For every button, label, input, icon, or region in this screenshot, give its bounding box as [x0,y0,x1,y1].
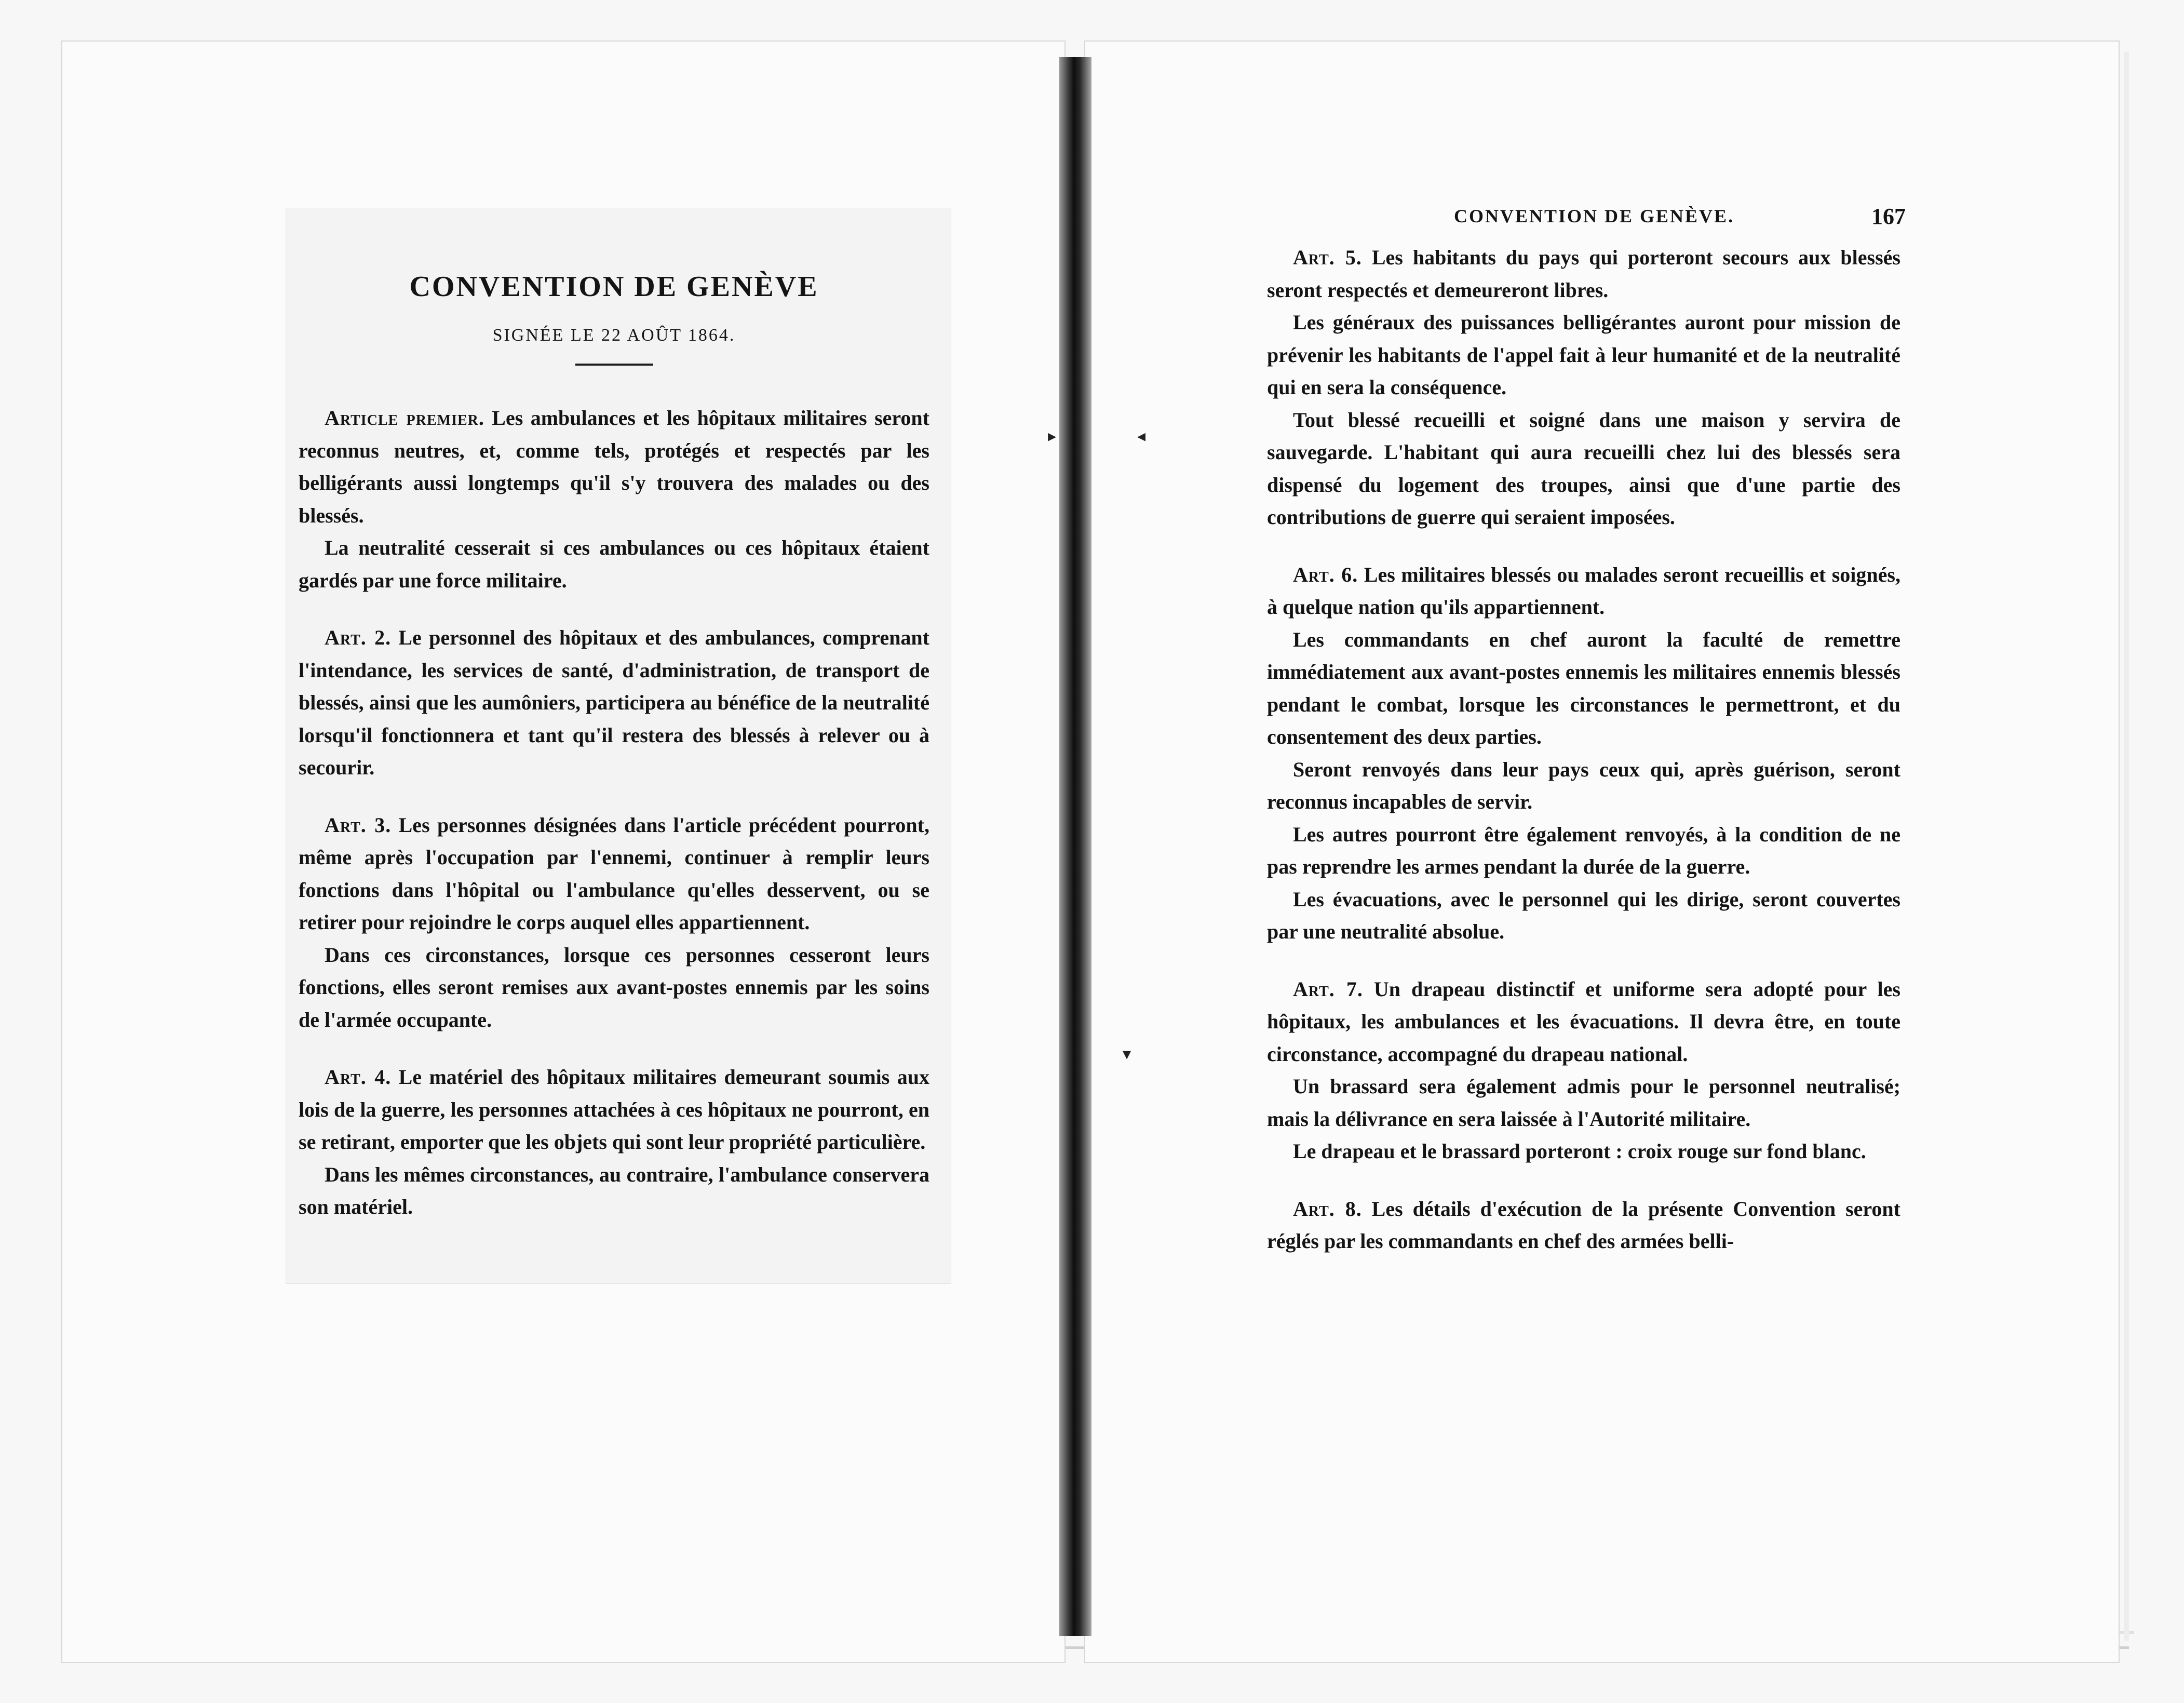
paragraph [1267,404,1900,534]
margin-mark: ▾ [1123,1044,1131,1063]
paragraph [1267,1070,1900,1135]
article-heading: Art. 2. [325,626,392,649]
paragraph [1267,883,1900,948]
paragraph-text: Un brassard sera également admis pour le personnel neutralisé; mais la délivrance en sera laissée à l'Autorité militaire. [1267,1075,1900,1131]
paragraph-text: Les personnes désignées dans l'article précédent pourront, même après l'occupation par l'ennemi, continuer à remplir leurs fonctions dans l'hôpital ou l'ambulance qu'elles desservent, ou se retirer pour rejoindre le corps auquel elles appartiennent. [299,813,929,934]
page-edge [2124,52,2129,1641]
title-divider [575,364,653,366]
paragraph [299,532,929,597]
article-heading: Art. 4. [325,1065,392,1089]
left-text-column [299,270,929,1224]
book-spine [1059,57,1091,1636]
document-title: CONVENTION DE GENÈVE [409,271,819,303]
right-text-column [1267,204,1906,1258]
article-heading: Art. 8. [1293,1197,1362,1221]
document-subtitle: SIGNÉE LE 22 AOÛT 1864. [492,326,736,345]
paragraph [1267,819,1900,883]
margin-mark: ▸ [1048,426,1057,445]
paragraph-text: Les commandants en chef auront la faculté de remettre immédiatement aux avant-postes ennemis les militaires ennemis blessés pendant le combat, lorsque les circonstances le permettront, et du consentement des deux parties. [1267,627,1900,748]
paragraph [1267,973,1900,1071]
paragraph-text: Dans les mêmes circonstances, au contraire, l'ambulance conservera son matériel. [299,1162,929,1218]
paragraph-text: Les généraux des puissances belligérantes auront pour mission de prévenir les habitants de l'appel fait à leur humanité et de la neutralité qui en sera la conséquence. [1267,311,1900,399]
article-heading: Art. 6. [1293,562,1358,586]
paragraph [1267,624,1900,754]
paragraph-text: Les habitants du pays qui porteront secours aux blessés seront respectés et demeureront libres. [1267,246,1900,302]
paragraph [299,1061,929,1159]
paragraph-text: Les autres pourront être également renvoyés, à la condition de ne pas reprendre les armes pendant la durée de la guerre. [1267,822,1900,878]
paragraph-text: Dans ces circonstances, lorsque ces personnes cesseront leurs fonctions, elles seront remises aux avant-postes ennemis par les soins de l'armée occupante. [299,943,929,1031]
article-heading: Art. 5. [1293,246,1362,269]
paragraph [1267,559,1900,624]
paragraph [1267,242,1900,306]
paragraph [299,809,929,939]
running-head [1267,204,1906,242]
paragraph [1267,1193,1900,1258]
paragraph-text: Les militaires blessés ou malades seront recueillis et soignés, à quelque nation qu'ils appartiennent. [1267,562,1900,619]
article-heading: Article premier. [325,406,484,430]
paragraph-text: Un drapeau distinctif et uniforme sera adopté pour les hôpitaux, les ambulances et les évacuations. Il devra être, en toute circonstance, accompagné du drapeau national. [1267,977,1900,1066]
paragraph [1267,754,1900,819]
paragraph-text: Les détails d'exécution de la présente Convention seront réglés par les commandants en chef des armées belli- [1267,1197,1900,1253]
paragraph [299,402,929,532]
paragraph [299,1159,929,1224]
paragraph [1267,1135,1900,1168]
paragraph-text: Le drapeau et le brassard porteront : croix rouge sur fond blanc. [1293,1139,1866,1163]
page-number: 167 [1871,204,1906,229]
paragraph-text: Le personnel des hôpitaux et des ambulances, comprenant l'intendance, les services de santé, d'administration, de transport de blessés, ainsi que les aumôniers, participera au bénéfice de la neutralité lorsqu'il fonctionnera et tant qu'il restera des blessés à relever ou à secourir. [299,626,929,779]
running-head-title: CONVENTION DE GENÈVE. [1454,206,1735,226]
paragraph-text: Tout blessé recueilli et soigné dans une maison y servira de sauvegarde. L'habitant qui aura recueilli chez lui des blessés sera dispensé du logement des troupes, ainsi que d'une partie des contributions de guerre qui seraient imposées. [1267,408,1900,529]
paragraph-text: La neutralité cesserait si ces ambulances ou ces hôpitaux étaient gardés par une force militaire. [299,536,929,592]
paragraph-text: Le matériel des hôpitaux militaires demeurant soumis aux lois de la guerre, les personnes attachées à ces hôpitaux ne pourront, en se retirant, emporter que les objets qui sont leur propriété particulière. [299,1065,929,1154]
paragraph-text: Les évacuations, avec le personnel qui les dirige, seront couvertes par une neutralité absolue. [1267,887,1900,943]
paragraph [299,622,929,784]
margin-mark: ◂ [1137,426,1146,445]
article-heading: Art. 7. [1293,977,1363,1001]
paragraph [1267,306,1900,404]
paragraph [299,939,929,1037]
article-heading: Art. 3. [325,813,392,837]
paragraph-text: Seront renvoyés dans leur pays ceux qui, après guérison, seront reconnus incapables de servir. [1267,757,1900,813]
paragraph-text: Les ambulances et les hôpitaux militaires seront reconnus neutres, et, comme tels, protégés et respectés par les belligérants aussi longtemps qu'il s'y trouvera des malades ou des blessés. [299,406,929,527]
